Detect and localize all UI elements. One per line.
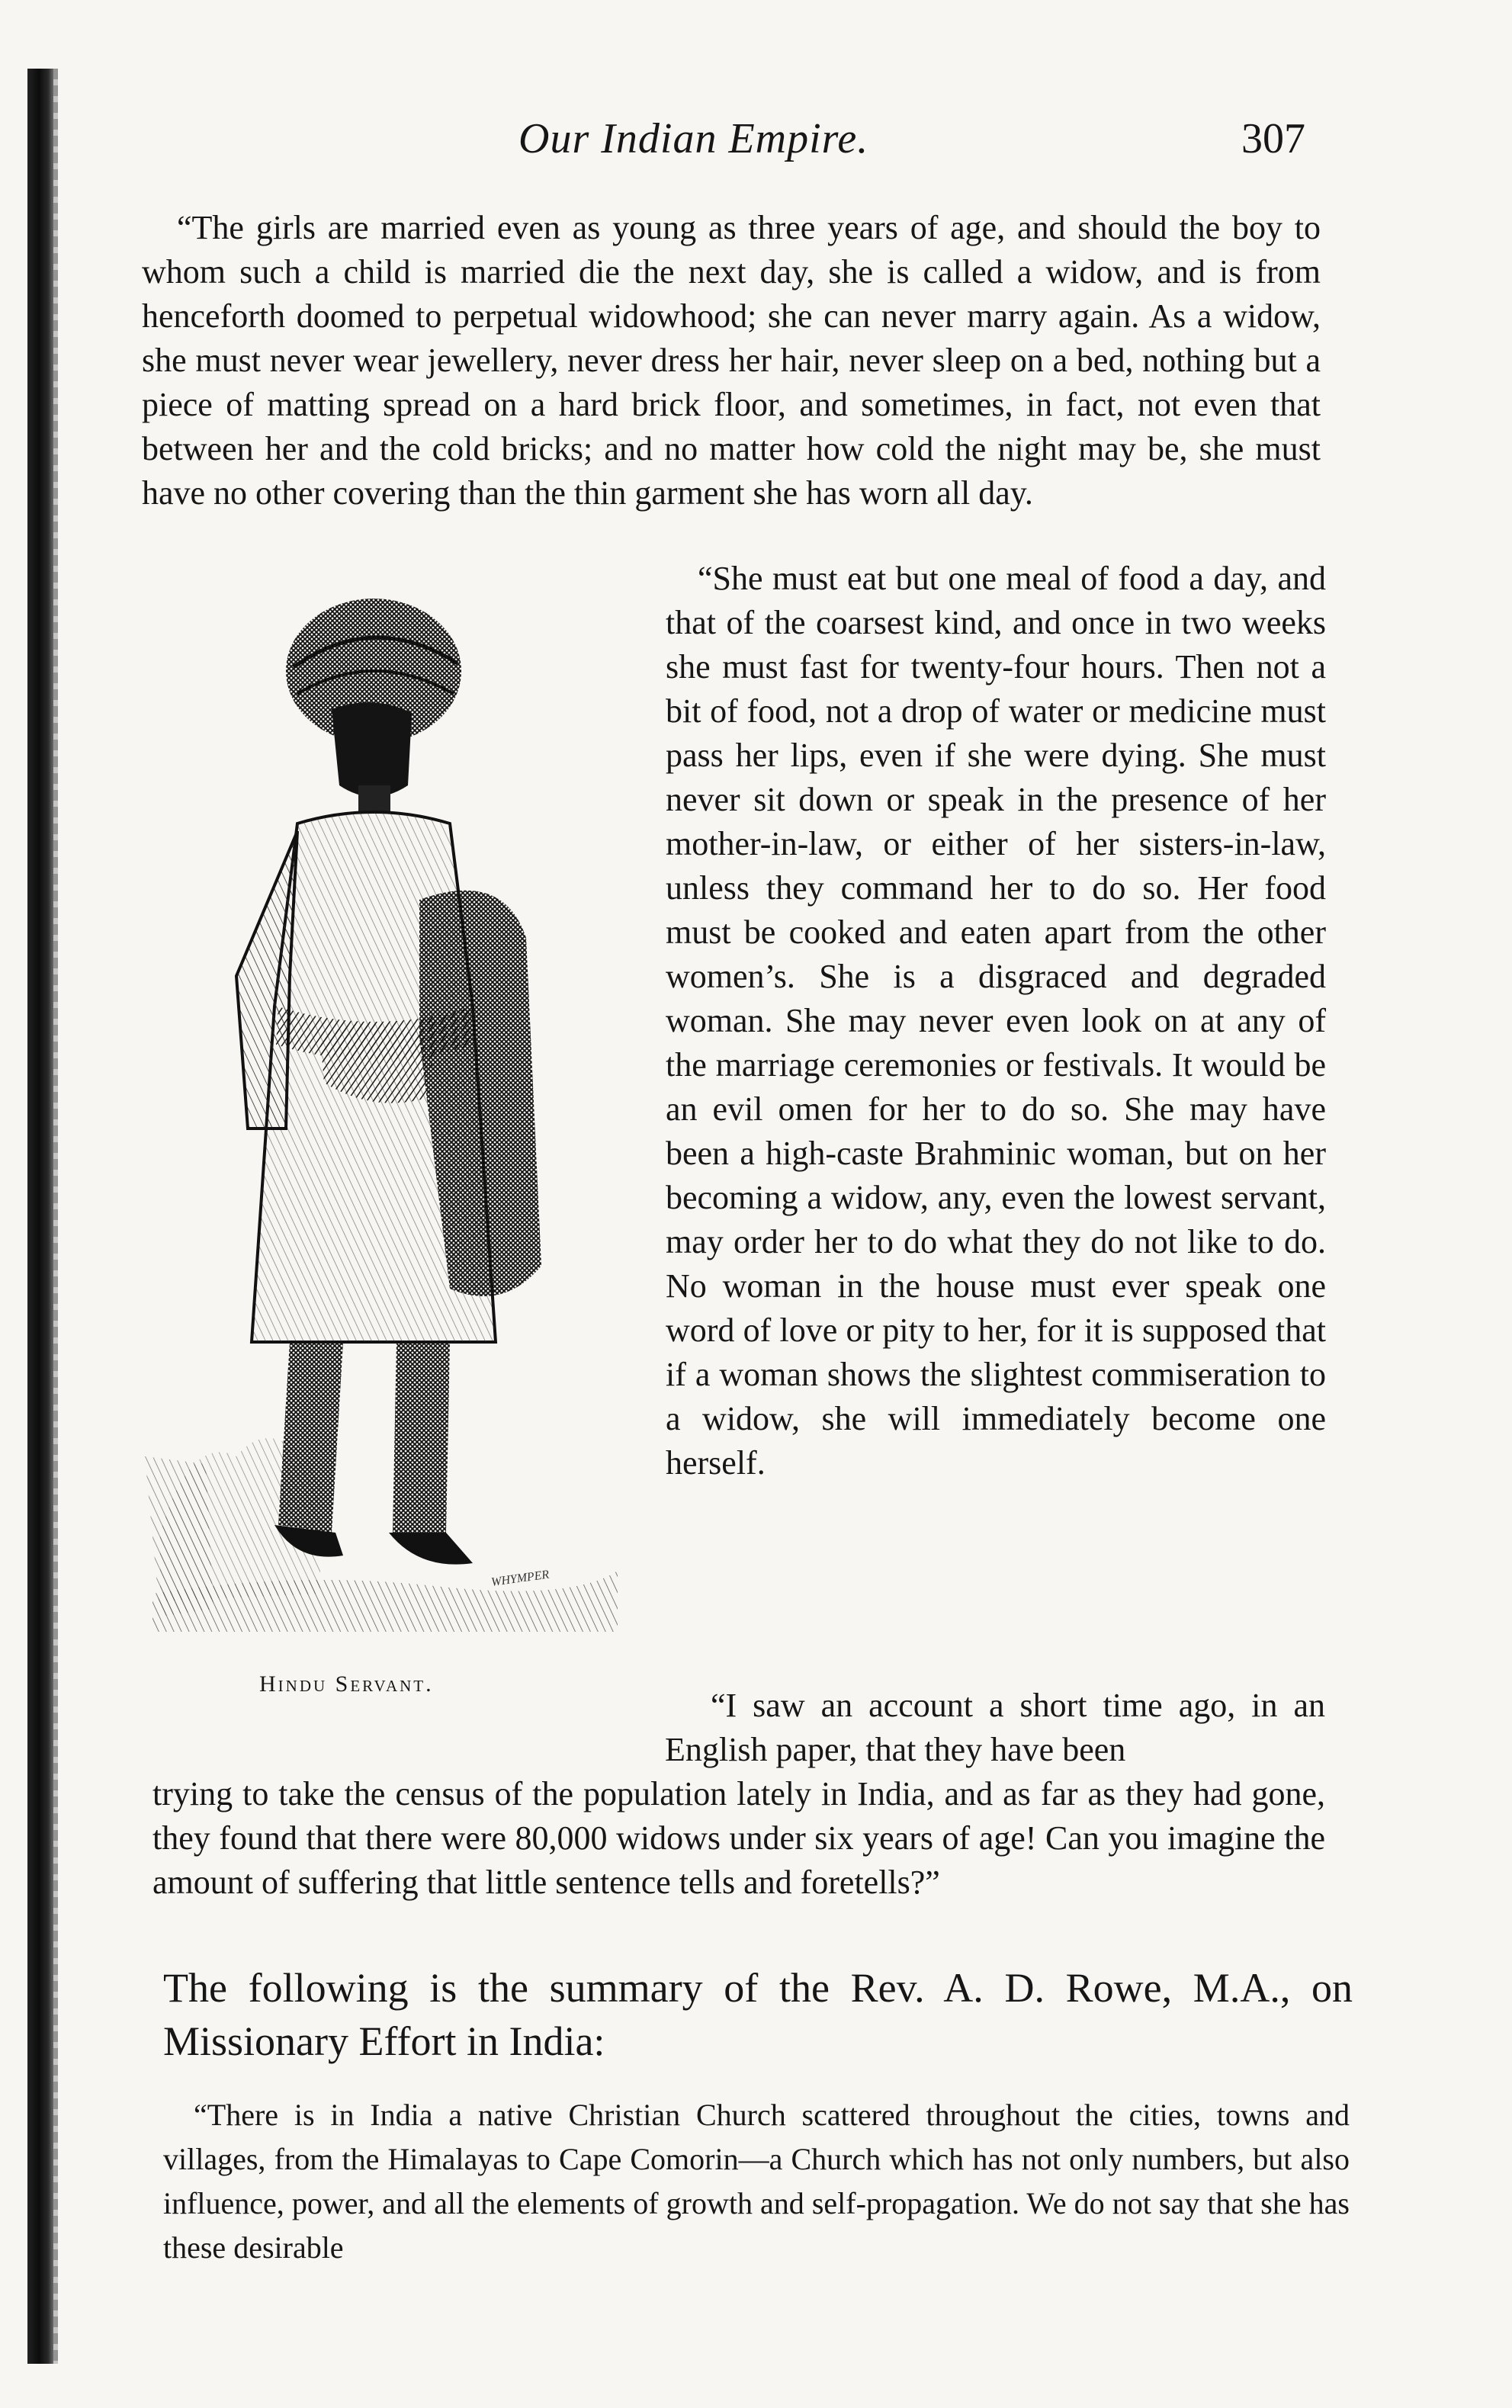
paragraph-3-rest: trying to take the census of the population lately in India, and as far as they had gone, they found that there were 80,000 widows under six years of age! Can you imagine the amount of suffering that little sentence tells and foretells?” bbox=[152, 1775, 1325, 1901]
section-paragraph: “There is in India a native Christian Church scattered throughout the cities, towns and villages, from the Himalayas to Cape Comorin—a Church which has not only numbers, but also influence, power, and all the elements of growth and self-propagation. We do not say that she has these desirable bbox=[163, 2098, 1350, 2265]
body-paragraph-1: “The girls are married even as young as three years of age, and should the boy to whom such a child is married die the next day, she is called a widow, and is from henceforth doomed to perpetual widowhood; she can never marry again. As a widow, she must never wear jewellery, never dress her hair, never sleep on a bed, nothing but a piece of matting spread on a hard brick floor, and sometimes, in fact, not even that between her and the cold bricks; and no matter how cold the night may be, she must have no other covering than the thin garment she has worn all day. bbox=[142, 209, 1321, 512]
section-heading: The following is the summary of the Rev. A. D. Rowe, M.A., on Missionary Effort in India: bbox=[163, 1965, 1353, 2064]
engraving-figure bbox=[145, 580, 640, 1708]
body-paragraph-3 bbox=[152, 1684, 1325, 1905]
running-title: Our Indian Empire. bbox=[518, 115, 869, 162]
body-paragraph-2: “She must eat but one meal of food a day, and that of the coarsest kind, and once in two weeks she must fast for twenty-four hours. Then not a bit of food, not a drop of water or medicine must pass her lips, even if she were dying. She must never sit down or speak in the presence of her mother-in-law, or either of her sisters-in-law, unless they command her to do so. Her food must be cooked and eaten apart from the other women’s. She is a disgraced and degraded woman. She may never even look on at any of the marriage ceremonies or festivals. It would be an evil omen for her to do so. She may have been a high-caste Brahminic woman, but on her becoming a widow, any, even the lowest servant, may order her to do what they do not like to do. No woman in the house must ever speak one word of love or pity to her, for it is supposed that if a woman shows the slightest commiseration to a widow, she will immediately become one herself. bbox=[666, 560, 1326, 1482]
figure-caption: Hindu Servant. bbox=[259, 1671, 434, 1697]
hindu-servant-engraving bbox=[145, 580, 640, 1662]
page-header bbox=[0, 114, 1512, 175]
paragraph-3-lead: “I saw an account a short time ago, in an English paper, that they have been bbox=[665, 1687, 1325, 1768]
page-number: 307 bbox=[1241, 115, 1305, 162]
svg-text:WHYMPER: WHYMPER bbox=[490, 1568, 551, 1589]
book-spine-shadow bbox=[27, 69, 53, 2364]
book-spine-edge bbox=[53, 69, 58, 2364]
